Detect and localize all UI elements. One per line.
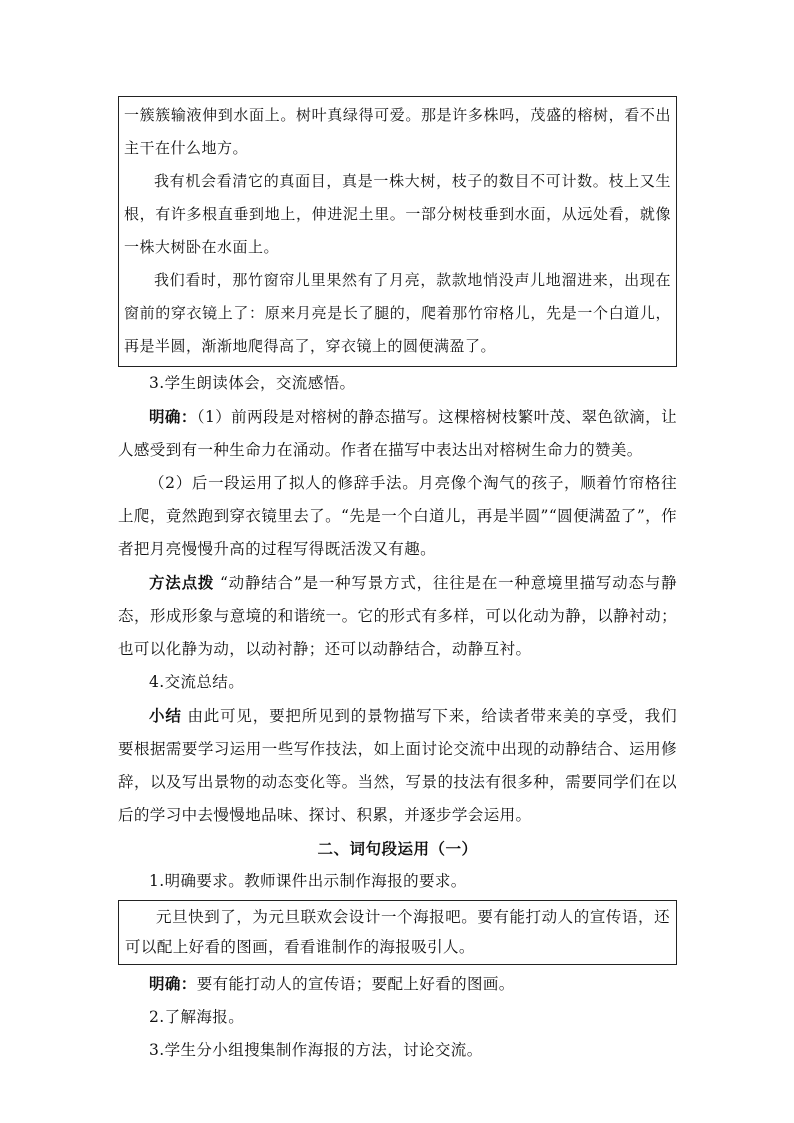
method-tip-label: 方法点拨 xyxy=(149,573,215,592)
section2-step-3: 3.学生分小组搜集制作海报的方法，讨论交流。 xyxy=(149,1041,483,1059)
quote-paragraph-1: 一簇簇输液伸到水面上。树叶真绿得可爱。那是许多株吗，茂盛的榕树，看不出主干在什么地方。 xyxy=(124,106,671,157)
summary-label: 小结 xyxy=(149,706,182,725)
summary-paragraph xyxy=(118,699,677,832)
quote-paragraph-2: 我有机会看清它的真面目，真是一株大树，枝子的数目不可计数。枝上又生根，有许多根直垂到地上，伸进泥土里。一部分树枝垂到水面，从远处看，就像一株大树卧在水面上。 xyxy=(124,172,671,256)
method-tip-paragraph xyxy=(118,566,677,666)
section2-mingque xyxy=(118,967,677,1001)
mingque-label: 明确： xyxy=(149,407,197,426)
section2-mingque-label: 明确： xyxy=(149,974,197,993)
method-tip-text: “动静结合”是一种写景方式，往往是在一种意境里描写动态与静态，形成形象与意境的和谐统一。它的形式有多样，可以化动为静，以静衬动；也可以化静为动，以动衬静；还可以动静结合，动静互衬。 xyxy=(118,574,678,658)
mingque-text-1: （1）前两段是对榕树的静态描写。这棵榕树枝繁叶茂、翠色欲滴，让人感受到有一种生命力在涌动。作者在描写中表达出对榕树生命力的赞美。 xyxy=(118,408,678,459)
section-heading: 二、词句段运用（一） xyxy=(317,839,478,858)
section2-step-2: 2.了解海报。 xyxy=(149,1008,245,1026)
step-3: 3.学生朗读体会，交流感悟。 xyxy=(149,374,356,392)
poster-requirement-box xyxy=(118,900,677,965)
quoted-text-box xyxy=(118,96,677,367)
document-page xyxy=(118,96,677,1067)
section2-step-1: 1.明确要求。教师课件出示制作海报的要求。 xyxy=(149,872,467,890)
section2-mingque-text: 要有能打动人的宣传语；要配上好看的图画。 xyxy=(196,975,515,993)
mingque-paragraph-1 xyxy=(118,400,677,467)
step-4: 4.交流总结。 xyxy=(149,673,245,691)
poster-requirement-text: 元旦快到了，为元旦联欢会设计一个海报吧。要有能打动人的宣传语，还可以配上好看的图画，看看谁制作的海报吸引人。 xyxy=(125,908,670,956)
mingque-paragraph-2: （2）后一段运用了拟人的修辞手法。月亮像个淘气的孩子，顺着竹帘格往上爬，竟然跑到穿衣镜里去了。“先是一个白道儿，再是半圆”“圆便满盈了”，作者把月亮慢慢升高的过程写得既活泼又有趣。 xyxy=(118,474,677,558)
quote-paragraph-3: 我们看时，那竹窗帘儿里果然有了月亮，款款地悄没声儿地溜进来，出现在窗前的穿衣镜上了：原来月亮是长了腿的，爬着那竹帘格儿，先是一个白道儿，再是半圆，渐渐地爬得高了，穿衣镜上的圆便满盈了。 xyxy=(124,271,671,355)
summary-text: 由此可见，要把所见到的景物描写下来，给读者带来美的享受，我们要根据需要学习运用一些写作技法，如上面讨论交流中出现的动静结合、运用修辞，以及写出景物的动态变化等。当然，写景的技法有很多种，需要同学们在以后的学习中去慢慢地品味、探讨、积累，并逐步学会运用。 xyxy=(118,707,677,824)
